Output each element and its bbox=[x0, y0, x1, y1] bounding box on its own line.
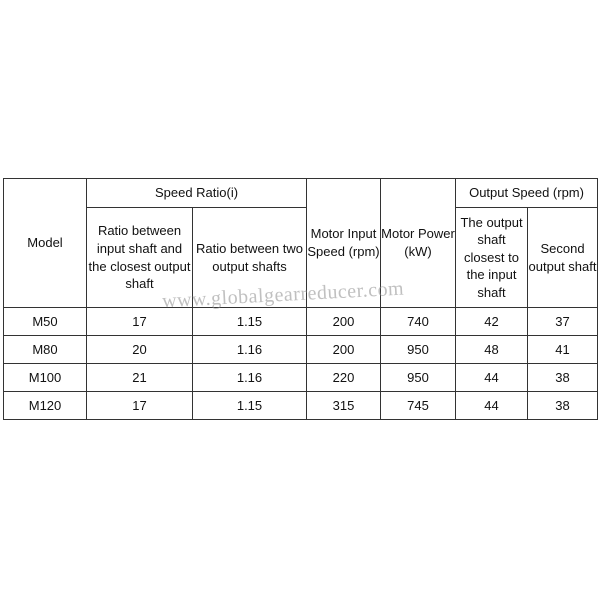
table-row bbox=[4, 308, 598, 336]
cell-ratio-outputs: 1.16 bbox=[193, 364, 307, 392]
gear-reducer-spec-table bbox=[3, 178, 598, 420]
cell-output-closest: 44 bbox=[456, 392, 528, 420]
cell-model: M50 bbox=[4, 308, 87, 336]
header-motor-power: Motor Power (kW) bbox=[381, 179, 456, 308]
cell-output-second: 41 bbox=[528, 336, 598, 364]
cell-input-speed: 200 bbox=[307, 308, 381, 336]
cell-output-closest: 44 bbox=[456, 364, 528, 392]
spec-table-container bbox=[3, 178, 597, 420]
table-row bbox=[4, 392, 598, 420]
cell-input-speed: 200 bbox=[307, 336, 381, 364]
cell-motor-power: 950 bbox=[381, 364, 456, 392]
header-output-closest: The output shaft closest to the input shaft bbox=[456, 208, 528, 308]
cell-ratio-input: 20 bbox=[87, 336, 193, 364]
cell-output-closest: 42 bbox=[456, 308, 528, 336]
cell-output-second: 38 bbox=[528, 392, 598, 420]
cell-ratio-outputs: 1.15 bbox=[193, 392, 307, 420]
table-row bbox=[4, 336, 598, 364]
header-ratio-input-closest: Ratio between input shaft and the closest output shaft bbox=[87, 208, 193, 308]
cell-output-second: 38 bbox=[528, 364, 598, 392]
cell-ratio-outputs: 1.16 bbox=[193, 336, 307, 364]
header-output-second: Second output shaft bbox=[528, 208, 598, 308]
header-output-speed: Output Speed (rpm) bbox=[456, 179, 598, 208]
cell-motor-power: 950 bbox=[381, 336, 456, 364]
cell-model: M100 bbox=[4, 364, 87, 392]
cell-output-second: 37 bbox=[528, 308, 598, 336]
cell-input-speed: 220 bbox=[307, 364, 381, 392]
header-ratio-two-outputs: Ratio between two output shafts bbox=[193, 208, 307, 308]
site-watermark: www.globalgearreducer.com bbox=[161, 277, 405, 313]
cell-input-speed: 315 bbox=[307, 392, 381, 420]
header-speed-ratio: Speed Ratio(i) bbox=[87, 179, 307, 208]
cell-motor-power: 745 bbox=[381, 392, 456, 420]
table-row bbox=[4, 364, 598, 392]
cell-model: M120 bbox=[4, 392, 87, 420]
cell-ratio-input: 17 bbox=[87, 392, 193, 420]
cell-output-closest: 48 bbox=[456, 336, 528, 364]
header-row-group bbox=[4, 179, 598, 208]
header-motor-input-speed: Motor Input Speed (rpm) bbox=[307, 179, 381, 308]
header-model: Model bbox=[4, 179, 87, 308]
cell-ratio-outputs: 1.15 bbox=[193, 308, 307, 336]
header-row-sub bbox=[4, 208, 598, 308]
cell-model: M80 bbox=[4, 336, 87, 364]
cell-ratio-input: 21 bbox=[87, 364, 193, 392]
cell-motor-power: 740 bbox=[381, 308, 456, 336]
cell-ratio-input: 17 bbox=[87, 308, 193, 336]
